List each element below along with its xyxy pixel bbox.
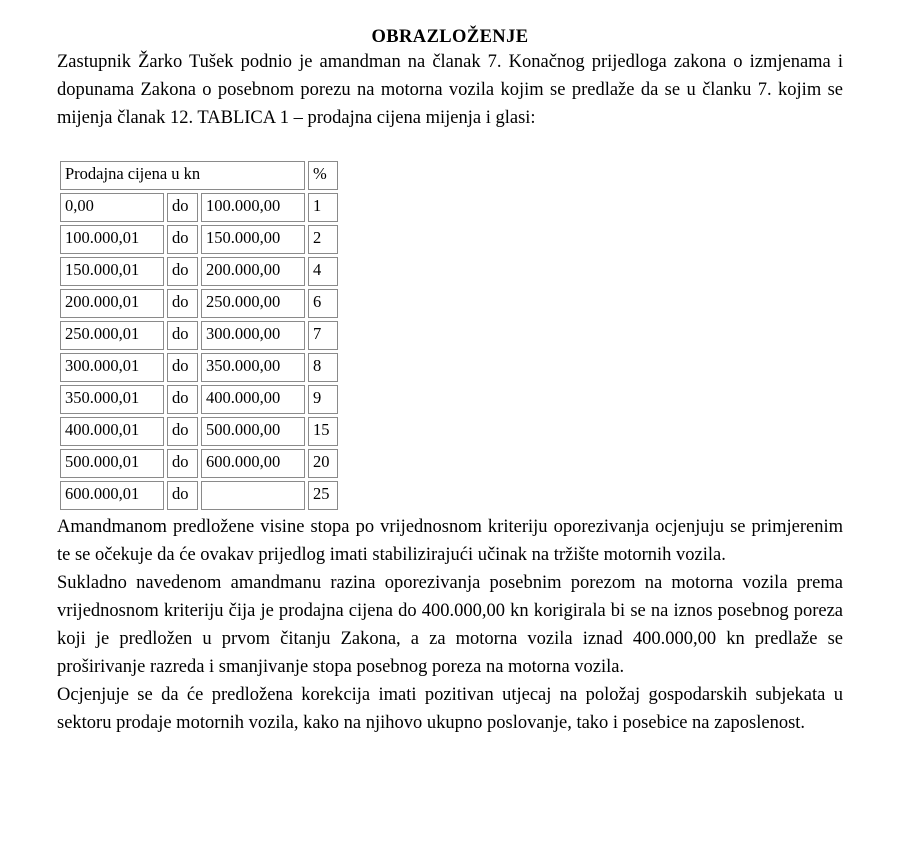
cell-price-to: 200.000,00	[201, 257, 305, 286]
cell-percent: 20	[308, 449, 338, 478]
cell-price-to: 350.000,00	[201, 353, 305, 382]
cell-price-from: 400.000,01	[60, 417, 164, 446]
table-row	[60, 481, 338, 510]
paragraph-assessment: Amandmanom predložene visine stopa po vrijednosnom kriteriju oporezivanja ocjenjuju se primjerenim te se očekuje da će ovakav prijedlog imati stabilizirajući učinak na tržište motornih vozila.	[57, 516, 843, 565]
cell-price-to: 100.000,00	[201, 193, 305, 222]
cell-connector: do	[167, 417, 198, 446]
cell-connector: do	[167, 353, 198, 382]
column-header-price-range: Prodajna cijena u kn	[60, 161, 305, 190]
tax-table-container	[57, 158, 843, 513]
cell-connector: do	[167, 321, 198, 350]
cell-connector: do	[167, 289, 198, 318]
cell-connector: do	[167, 225, 198, 254]
table-row	[60, 385, 338, 414]
document-content	[57, 0, 843, 737]
cell-price-from: 100.000,01	[60, 225, 164, 254]
table-header-row	[60, 161, 338, 190]
cell-connector: do	[167, 193, 198, 222]
cell-price-from: 350.000,01	[60, 385, 164, 414]
cell-price-to: 250.000,00	[201, 289, 305, 318]
table-row	[60, 193, 338, 222]
cell-percent: 4	[308, 257, 338, 286]
cell-percent: 8	[308, 353, 338, 382]
table-row	[60, 449, 338, 478]
cell-price-from: 0,00	[60, 193, 164, 222]
cell-percent: 7	[308, 321, 338, 350]
cell-percent: 6	[308, 289, 338, 318]
cell-price-to: 400.000,00	[201, 385, 305, 414]
column-header-percent: %	[308, 161, 338, 190]
cell-price-from: 300.000,01	[60, 353, 164, 382]
table-row	[60, 321, 338, 350]
paragraph-taxation-level: Sukladno navedenom amandmanu razina oporezivanja posebnim porezom na motorna vozila prema vrijednosnom kriteriju čija je prodajna cijena do 400.000,00 kn korigirala bi se na iznos posebnog poreza koji je predložen u prvom čitanju Zakona, a za motorna vozila iznad 400.000,00 kn predlaže se proširivanje razreda i smanjivanje stopa posebnog poreza na motorna vozila.	[57, 572, 843, 678]
cell-percent: 15	[308, 417, 338, 446]
cell-price-from: 150.000,01	[60, 257, 164, 286]
cell-connector: do	[167, 257, 198, 286]
cell-percent: 2	[308, 225, 338, 254]
cell-percent: 25	[308, 481, 338, 510]
cell-connector: do	[167, 385, 198, 414]
cell-price-to: 600.000,00	[201, 449, 305, 478]
cell-price-to: 150.000,00	[201, 225, 305, 254]
cell-percent: 9	[308, 385, 338, 414]
cell-price-from: 500.000,01	[60, 449, 164, 478]
table-row	[60, 225, 338, 254]
cell-price-from: 600.000,01	[60, 481, 164, 510]
cell-price-to	[201, 481, 305, 510]
paragraph-impact: Ocjenjuje se da će predložena korekcija imati pozitivan utjecaj na položaj gospodarskih subjekata u sektoru prodaje motornih vozila, kako na njihovo ukupno poslovanje, tako i posebice na zaposlenost.	[57, 685, 843, 734]
tax-table-body	[60, 193, 338, 510]
cell-price-from: 200.000,01	[60, 289, 164, 318]
cell-connector: do	[167, 481, 198, 510]
cell-price-to: 500.000,00	[201, 417, 305, 446]
table-row	[60, 289, 338, 318]
table-row	[60, 257, 338, 286]
cell-price-from: 250.000,01	[60, 321, 164, 350]
cell-percent: 1	[308, 193, 338, 222]
cell-price-to: 300.000,00	[201, 321, 305, 350]
page-title: OBRAZLOŽENJE	[371, 27, 529, 47]
cell-connector: do	[167, 449, 198, 478]
tax-rate-table	[57, 158, 341, 513]
table-row	[60, 417, 338, 446]
table-row	[60, 353, 338, 382]
intro-paragraph: Zastupnik Žarko Tušek podnio je amandman na članak 7. Konačnog prijedloga zakona o izmjenama i dopunama Zakona o posebnom porezu na motorna vozila kojim se predlaže da se u članku 7. kojim se mijenja članak 12. TABLICA 1 – prodajna cijena mijenja i glasi:	[57, 52, 843, 129]
